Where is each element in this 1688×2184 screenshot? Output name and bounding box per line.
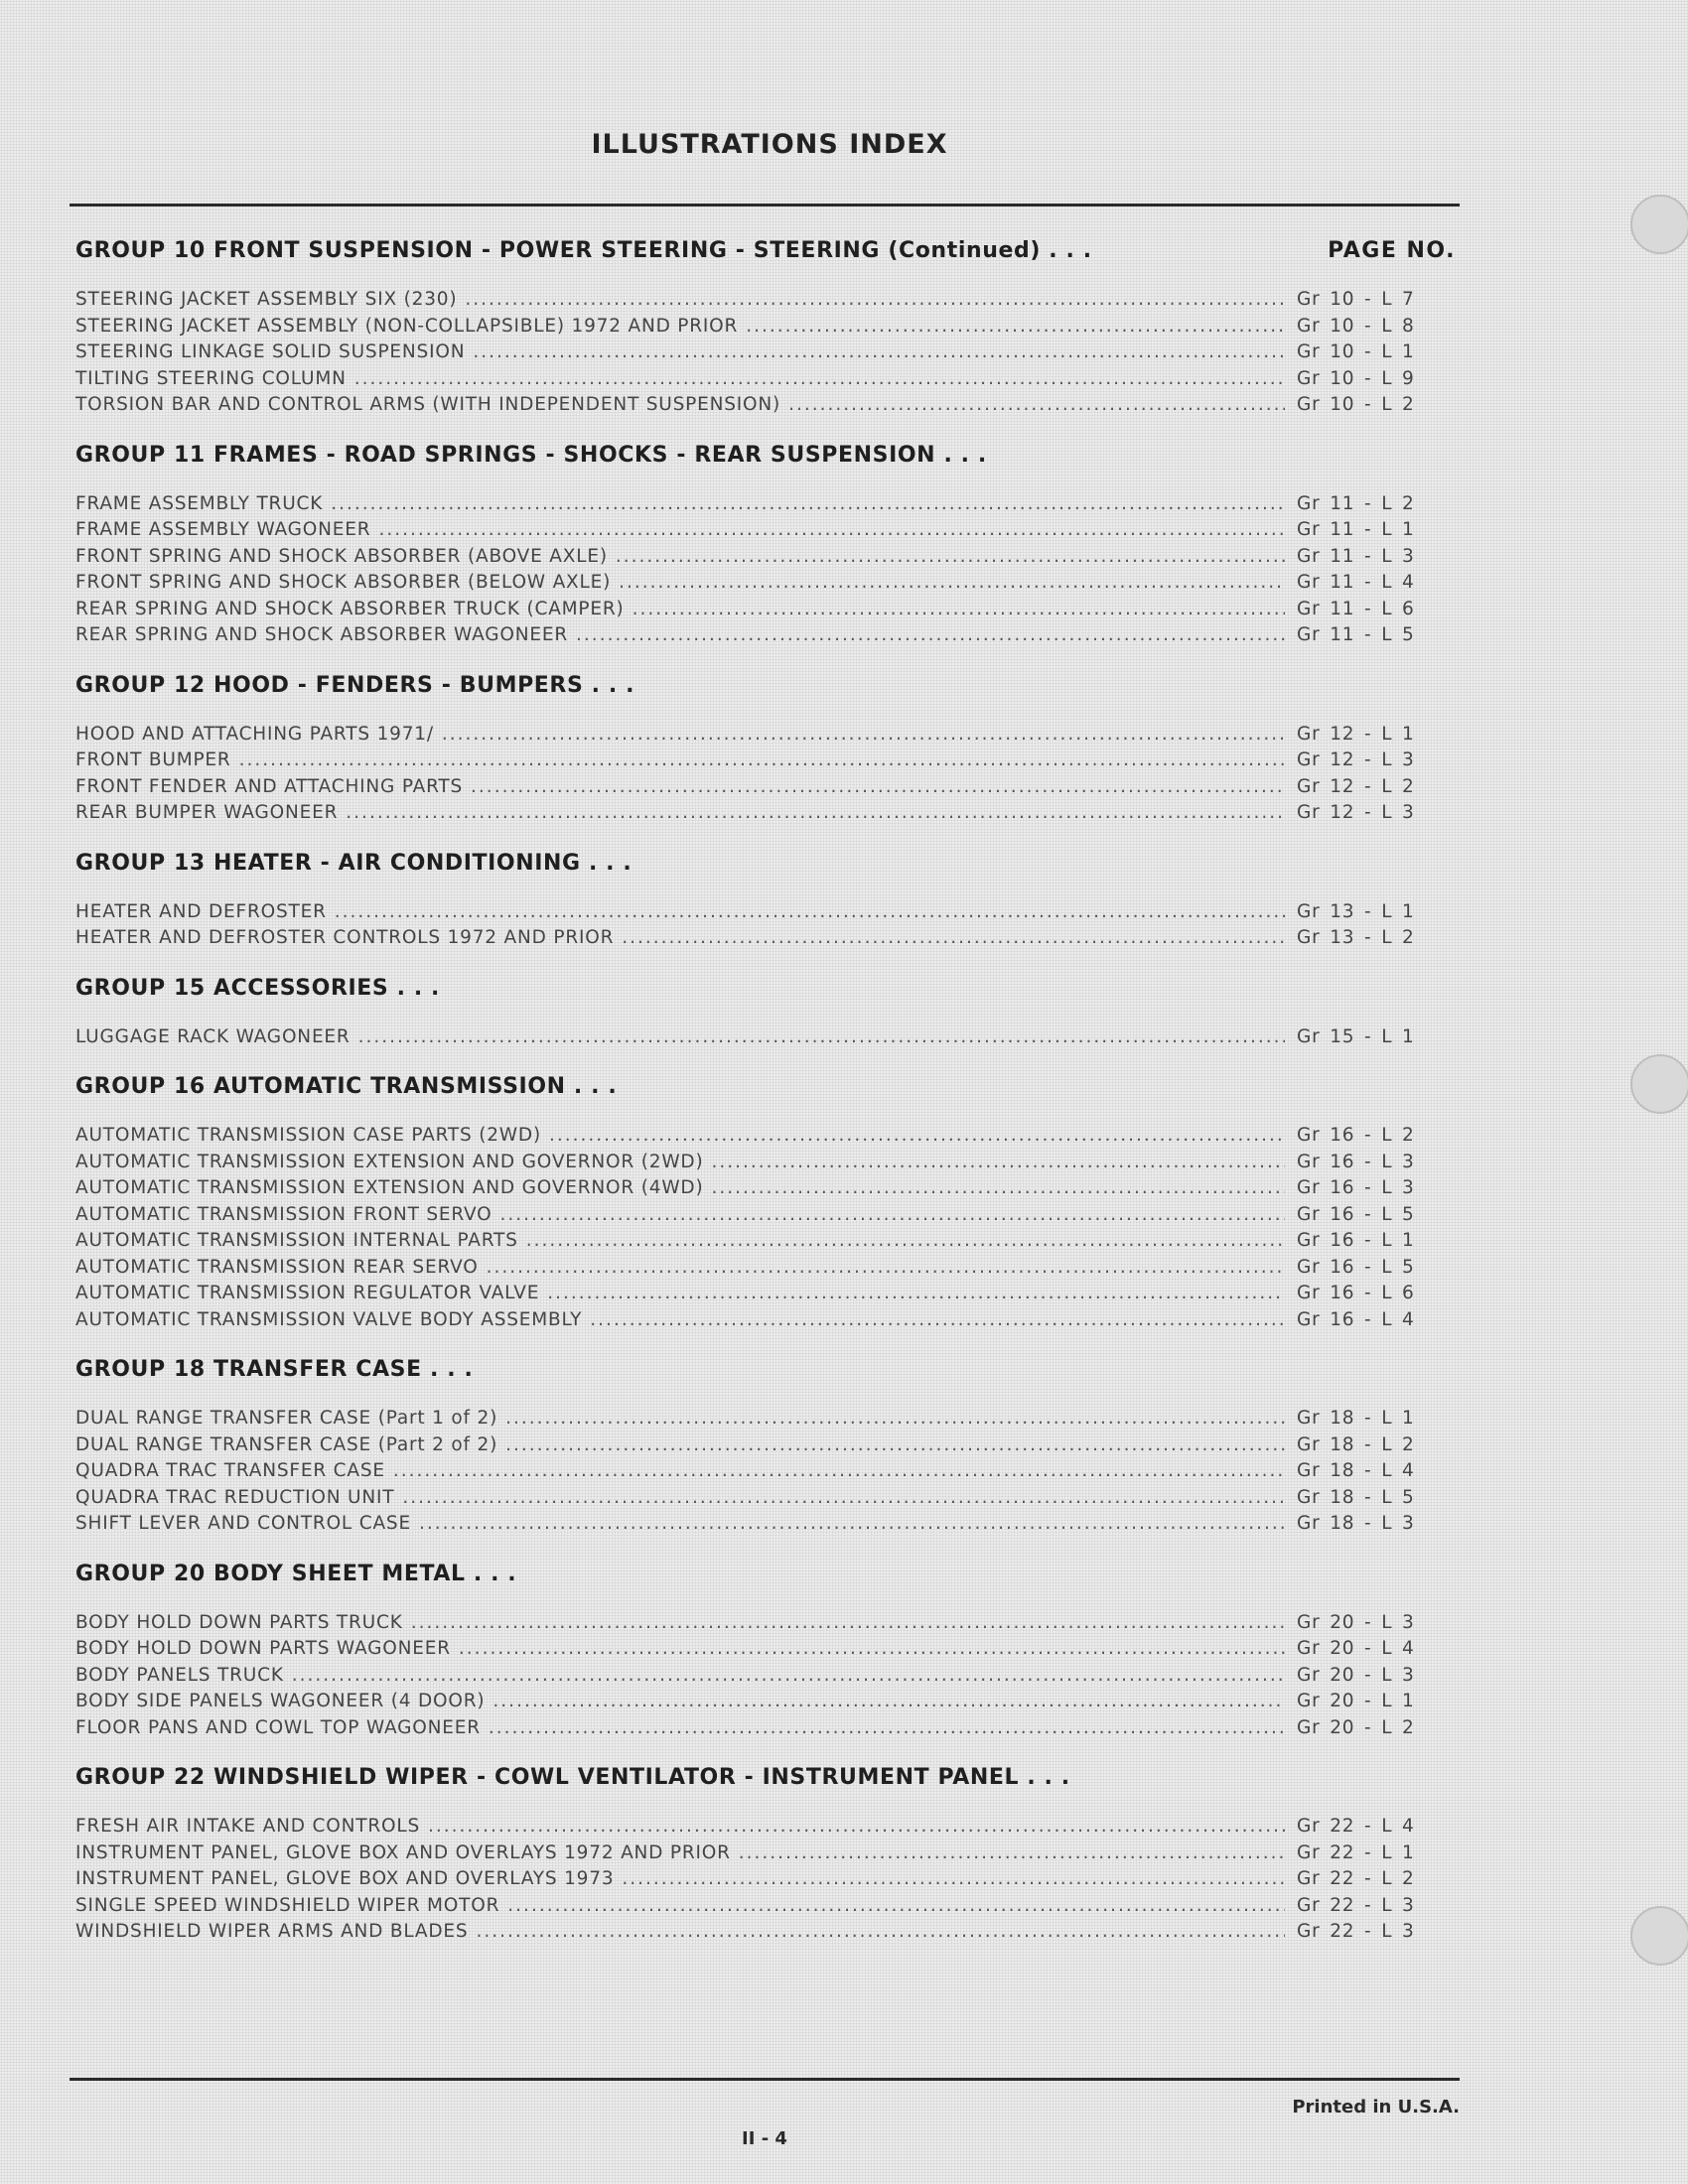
group-title: GROUP 20 BODY SHEET METAL . . . — [75, 1561, 517, 1586]
entry-label: HEATER AND DEFROSTER CONTROLS 1972 AND PRIOR — [75, 927, 615, 948]
dot-leader — [622, 927, 1285, 948]
dot-leader — [746, 316, 1285, 337]
group-heading — [75, 851, 1456, 876]
entry-page-ref: Gr 11 - L 3 — [1297, 545, 1415, 567]
entry-page-ref: Gr 20 - L 1 — [1297, 1691, 1415, 1711]
entry-label: AUTOMATIC TRANSMISSION REAR SERVO — [75, 1256, 479, 1278]
entry-page-ref: Gr 12 - L 1 — [1297, 723, 1415, 745]
index-entry — [75, 1816, 1456, 1843]
entry-label: REAR BUMPER WAGONEER — [75, 802, 339, 823]
index-entry — [75, 1717, 1456, 1744]
group-title: GROUP 15 ACCESSORIES . . . — [75, 975, 441, 1001]
entry-label: STEERING JACKET ASSEMBLY (NON-COLLAPSIBLE) 1972 AND PRIOR — [75, 315, 739, 337]
index-entry — [75, 493, 1456, 520]
entry-page-ref: Gr 20 - L 3 — [1297, 1664, 1415, 1686]
index-entry — [75, 289, 1456, 316]
punch-hole-middle — [1630, 1054, 1688, 1114]
entry-page-ref: Gr 13 - L 2 — [1297, 927, 1415, 948]
index-entry — [75, 1460, 1456, 1487]
index-entry — [75, 1230, 1456, 1257]
index-entry — [75, 802, 1456, 829]
entry-page-ref: Gr 16 - L 5 — [1297, 1256, 1415, 1278]
entry-label: AUTOMATIC TRANSMISSION FRONT SERVO — [75, 1203, 492, 1225]
entry-page-ref: Gr 22 - L 3 — [1297, 1921, 1415, 1942]
dot-leader — [442, 724, 1285, 745]
entry-label: HOOD AND ATTACHING PARTS 1971/ — [75, 723, 434, 745]
entry-label: AUTOMATIC TRANSMISSION INTERNAL PARTS — [75, 1230, 518, 1251]
page-no-header: PAGE NO. — [1328, 238, 1456, 263]
entry-page-ref: Gr 18 - L 5 — [1297, 1486, 1415, 1508]
entry-page-ref: Gr 16 - L 3 — [1297, 1177, 1415, 1198]
group-heading — [75, 443, 1456, 468]
index-entry — [75, 1152, 1456, 1178]
dot-leader — [476, 1921, 1285, 1942]
index-entry — [75, 1204, 1456, 1231]
entry-label: BODY PANELS TRUCK — [75, 1664, 284, 1686]
entry-label: QUADRA TRAC REDUCTION UNIT — [75, 1486, 395, 1508]
index-entry — [75, 1895, 1456, 1922]
entry-page-ref: Gr 22 - L 1 — [1297, 1842, 1415, 1863]
index-entry — [75, 1921, 1456, 1948]
group-title: GROUP 22 WINDSHIELD WIPER - COWL VENTILATOR - INSTRUMENT PANEL . . . — [75, 1765, 1070, 1790]
index-entry — [75, 394, 1456, 421]
index-content — [75, 238, 1456, 1948]
entry-page-ref: Gr 15 - L 1 — [1297, 1025, 1415, 1047]
entry-label: SINGLE SPEED WINDSHIELD WIPER MOTOR — [75, 1894, 500, 1916]
group-title: GROUP 10 FRONT SUSPENSION - POWER STEERING - STEERING (Continued) . . . — [75, 238, 1092, 263]
dot-leader — [473, 341, 1285, 362]
entry-label: STEERING JACKET ASSEMBLY SIX (230) — [75, 289, 458, 310]
group-heading — [75, 976, 1456, 1001]
entry-label: AUTOMATIC TRANSMISSION REGULATOR VALVE — [75, 1283, 540, 1303]
entry-page-ref: Gr 18 - L 1 — [1297, 1408, 1415, 1429]
dot-leader — [500, 1204, 1285, 1225]
index-entry — [75, 1408, 1456, 1434]
entry-label: BODY HOLD DOWN PARTS TRUCK — [75, 1611, 403, 1633]
index-entry — [75, 1283, 1456, 1309]
dot-leader — [331, 493, 1285, 514]
group-heading — [75, 1562, 1456, 1586]
dot-leader — [576, 624, 1285, 645]
entry-page-ref: Gr 11 - L 1 — [1297, 519, 1415, 540]
index-entry — [75, 546, 1456, 573]
entry-page-ref: Gr 22 - L 3 — [1297, 1894, 1415, 1916]
group-title: GROUP 16 AUTOMATIC TRANSMISSION . . . — [75, 1074, 618, 1099]
dot-leader — [788, 394, 1285, 415]
entry-label: TORSION BAR AND CONTROL ARMS (WITH INDEPENDENT SUSPENSION) — [75, 394, 781, 415]
dot-leader — [459, 1638, 1285, 1659]
entry-label: TILTING STEERING COLUMN — [75, 367, 347, 389]
index-entry — [75, 1309, 1456, 1336]
entry-page-ref: Gr 18 - L 4 — [1297, 1460, 1415, 1481]
entry-page-ref: Gr 11 - L 4 — [1297, 572, 1415, 593]
entry-page-ref: Gr 10 - L 9 — [1297, 367, 1415, 389]
index-entry — [75, 519, 1456, 546]
dot-leader — [393, 1460, 1285, 1481]
entry-label: BODY SIDE PANELS WAGONEER (4 DOOR) — [75, 1691, 486, 1711]
entry-label: HEATER AND DEFROSTER — [75, 900, 327, 922]
index-entry — [75, 1513, 1456, 1540]
index-entry — [75, 750, 1456, 776]
entry-label: STEERING LINKAGE SOLID SUSPENSION — [75, 341, 466, 362]
index-entry — [75, 1026, 1456, 1053]
dot-leader — [712, 1152, 1286, 1172]
dot-leader — [419, 1513, 1285, 1534]
entry-label: SHIFT LEVER AND CONTROL CASE — [75, 1513, 411, 1534]
punch-hole-bottom — [1630, 1906, 1688, 1966]
dot-leader — [590, 1309, 1285, 1330]
dot-leader — [507, 1895, 1285, 1916]
index-entry — [75, 572, 1456, 599]
entry-page-ref: Gr 12 - L 2 — [1297, 775, 1415, 797]
entry-page-ref: Gr 11 - L 2 — [1297, 492, 1415, 514]
index-entry — [75, 1612, 1456, 1639]
entry-page-ref: Gr 22 - L 2 — [1297, 1868, 1415, 1889]
entry-label: FRAME ASSEMBLY TRUCK — [75, 492, 324, 514]
dot-leader — [547, 1283, 1285, 1303]
index-entry — [75, 624, 1456, 651]
entry-page-ref: Gr 16 - L 3 — [1297, 1151, 1415, 1172]
entry-label: FRESH AIR INTAKE AND CONTROLS — [75, 1816, 420, 1837]
group-title: GROUP 18 TRANSFER CASE . . . — [75, 1357, 474, 1382]
dot-leader — [292, 1665, 1285, 1686]
dot-leader — [471, 776, 1285, 797]
dot-leader — [489, 1717, 1285, 1738]
entry-label: FRONT SPRING AND SHOCK ABSORBER (ABOVE AXLE) — [75, 545, 608, 567]
printed-note: Printed in U.S.A. — [1292, 2097, 1460, 2117]
entry-page-ref: Gr 20 - L 2 — [1297, 1716, 1415, 1738]
entry-page-ref: Gr 20 - L 3 — [1297, 1611, 1415, 1633]
entry-page-ref: Gr 10 - L 7 — [1297, 289, 1415, 310]
entry-page-ref: Gr 10 - L 2 — [1297, 394, 1415, 415]
top-rule — [70, 204, 1460, 206]
entry-page-ref: Gr 10 - L 8 — [1297, 315, 1415, 337]
entry-label: FRAME ASSEMBLY WAGONEER — [75, 519, 371, 540]
dot-leader — [335, 901, 1285, 922]
dot-leader — [633, 599, 1285, 619]
group-heading — [75, 1765, 1456, 1790]
bottom-rule — [70, 2078, 1460, 2081]
dot-leader — [616, 546, 1285, 567]
index-entry — [75, 1691, 1456, 1717]
dot-leader — [549, 1125, 1285, 1146]
entry-label: DUAL RANGE TRANSFER CASE (Part 1 of 2) — [75, 1408, 498, 1429]
entry-label: REAR SPRING AND SHOCK ABSORBER WAGONEER — [75, 624, 569, 645]
entry-label: BODY HOLD DOWN PARTS WAGONEER — [75, 1638, 451, 1659]
entry-label: FLOOR PANS AND COWL TOP WAGONEER — [75, 1716, 481, 1738]
entry-label: AUTOMATIC TRANSMISSION EXTENSION AND GOVERNOR (2WD) — [75, 1151, 704, 1172]
entry-page-ref: Gr 11 - L 6 — [1297, 598, 1415, 619]
entry-page-ref: Gr 10 - L 1 — [1297, 341, 1415, 362]
index-entry — [75, 927, 1456, 954]
index-entry — [75, 1257, 1456, 1284]
page-number: II - 4 — [742, 2128, 787, 2149]
group-title: GROUP 11 FRAMES - ROAD SPRINGS - SHOCKS - REAR SUSPENSION . . . — [75, 442, 987, 468]
dot-leader — [428, 1816, 1285, 1837]
entry-page-ref: Gr 16 - L 4 — [1297, 1308, 1415, 1330]
dot-leader — [505, 1434, 1285, 1455]
entry-page-ref: Gr 22 - L 4 — [1297, 1816, 1415, 1837]
dot-leader — [739, 1843, 1285, 1863]
group-heading — [75, 1074, 1456, 1099]
dot-leader — [505, 1408, 1285, 1429]
entry-page-ref: Gr 11 - L 5 — [1297, 624, 1415, 645]
page-title: ILLUSTRATIONS INDEX — [591, 129, 948, 160]
dot-leader — [346, 802, 1285, 823]
entry-label: WINDSHIELD WIPER ARMS AND BLADES — [75, 1921, 469, 1942]
index-entry — [75, 724, 1456, 751]
dot-leader — [378, 519, 1285, 540]
entry-label: FRONT SPRING AND SHOCK ABSORBER (BELOW AXLE) — [75, 572, 612, 593]
entry-label: AUTOMATIC TRANSMISSION CASE PARTS (2WD) — [75, 1125, 541, 1146]
index-entry — [75, 776, 1456, 803]
index-entry — [75, 1665, 1456, 1692]
group-heading — [75, 673, 1456, 698]
dot-leader — [712, 1177, 1286, 1198]
dot-leader — [411, 1612, 1285, 1633]
dot-leader — [239, 750, 1285, 770]
index-entry — [75, 901, 1456, 928]
group-title: GROUP 13 HEATER - AIR CONDITIONING . . . — [75, 850, 633, 876]
punch-hole-top — [1630, 195, 1688, 254]
index-entry — [75, 316, 1456, 342]
dot-leader — [526, 1230, 1285, 1251]
entry-page-ref: Gr 16 - L 5 — [1297, 1203, 1415, 1225]
entry-page-ref: Gr 18 - L 2 — [1297, 1433, 1415, 1455]
dot-leader — [619, 572, 1285, 593]
entry-label: DUAL RANGE TRANSFER CASE (Part 2 of 2) — [75, 1433, 498, 1455]
dot-leader — [487, 1257, 1285, 1278]
index-entry — [75, 1843, 1456, 1869]
entry-page-ref: Gr 16 - L 1 — [1297, 1230, 1415, 1251]
entry-label: FRONT FENDER AND ATTACHING PARTS — [75, 775, 464, 797]
entry-label: AUTOMATIC TRANSMISSION EXTENSION AND GOVERNOR (4WD) — [75, 1177, 704, 1198]
index-entry — [75, 341, 1456, 368]
entry-page-ref: Gr 16 - L 2 — [1297, 1125, 1415, 1146]
entry-page-ref: Gr 13 - L 1 — [1297, 900, 1415, 922]
entry-page-ref: Gr 18 - L 3 — [1297, 1513, 1415, 1534]
index-entry — [75, 1125, 1456, 1152]
dot-leader — [358, 1026, 1285, 1047]
index-entry — [75, 1434, 1456, 1461]
index-entry — [75, 1868, 1456, 1895]
entry-page-ref: Gr 20 - L 4 — [1297, 1638, 1415, 1659]
index-entry — [75, 1638, 1456, 1665]
entry-label: REAR SPRING AND SHOCK ABSORBER TRUCK (CAMPER) — [75, 598, 625, 619]
index-entry — [75, 368, 1456, 395]
entry-label: INSTRUMENT PANEL, GLOVE BOX AND OVERLAYS 1973 — [75, 1868, 615, 1889]
group-title: GROUP 12 HOOD - FENDERS - BUMPERS . . . — [75, 672, 635, 698]
entry-label: LUGGAGE RACK WAGONEER — [75, 1025, 351, 1047]
dot-leader — [465, 289, 1285, 310]
index-entry — [75, 1177, 1456, 1204]
entry-page-ref: Gr 12 - L 3 — [1297, 802, 1415, 823]
entry-page-ref: Gr 16 - L 6 — [1297, 1283, 1415, 1303]
index-entry — [75, 1487, 1456, 1514]
dot-leader — [622, 1868, 1285, 1889]
entry-page-ref: Gr 12 - L 3 — [1297, 750, 1415, 770]
entry-label: QUADRA TRAC TRANSFER CASE — [75, 1460, 385, 1481]
entry-label: AUTOMATIC TRANSMISSION VALVE BODY ASSEMBLY — [75, 1308, 583, 1330]
entry-label: INSTRUMENT PANEL, GLOVE BOX AND OVERLAYS 1972 AND PRIOR — [75, 1842, 731, 1863]
dot-leader — [492, 1691, 1285, 1711]
dot-leader — [354, 368, 1285, 389]
dot-leader — [402, 1487, 1285, 1508]
group-heading — [75, 238, 1456, 263]
index-entry — [75, 599, 1456, 625]
entry-label: FRONT BUMPER — [75, 750, 231, 770]
group-heading — [75, 1357, 1456, 1382]
